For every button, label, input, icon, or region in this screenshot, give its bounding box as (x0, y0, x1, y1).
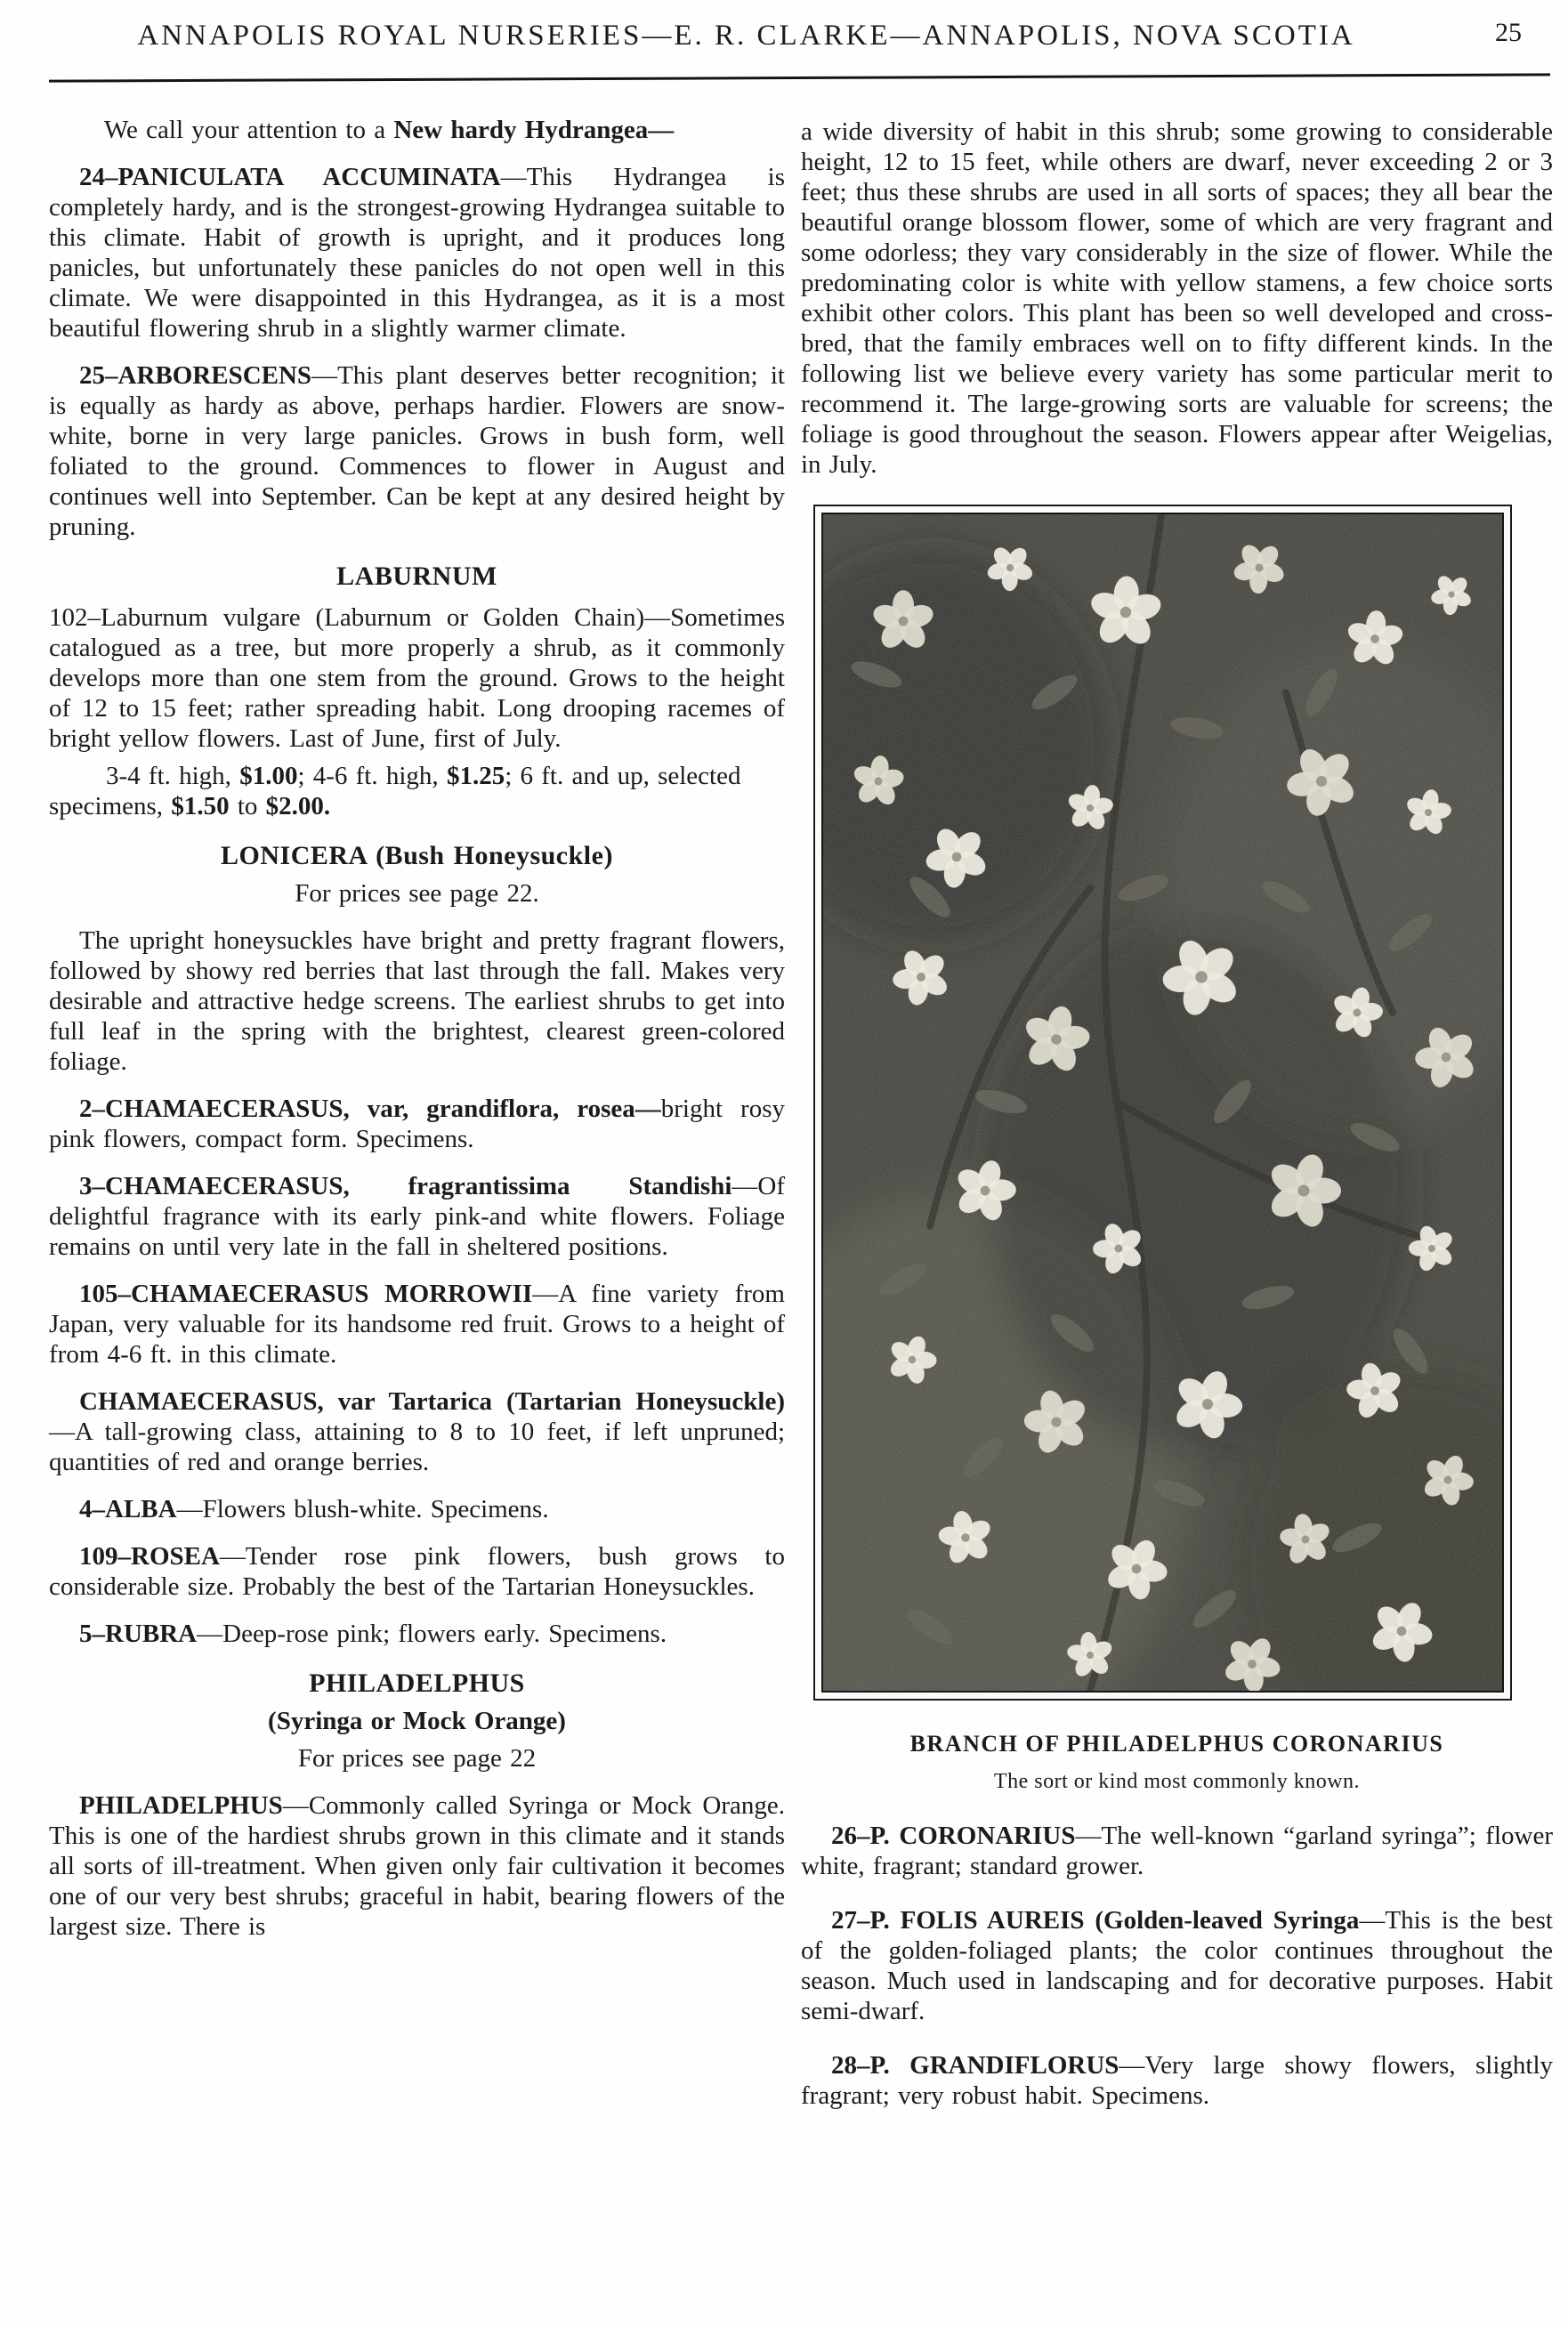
entry-28-p-grandiflorus (801, 2050, 1553, 2111)
intro-paragraph (49, 115, 785, 145)
entry-102-laburnum-vulgare (49, 602, 785, 754)
body-text: —The well-known “garland syringa”; flower white, fragrant; standard grower. (801, 1822, 1553, 1880)
right-column-intro (801, 117, 1553, 480)
body-text: —Commonly called Syringa or Mock Orange. This is one of the hardiest shrubs grown in this climate and it stands all sorts of ill-treatment. When given only fair cultivation it becomes one of our very best shrubs; graceful in habit, bearing flowers of the largest size. There is (49, 1791, 785, 1941)
bold-text: PHILADELPHUS (79, 1791, 283, 1820)
two-column-text (49, 106, 1553, 2111)
entry-109-rosea (49, 1541, 785, 1602)
bold-text: 109–ROSEA (79, 1542, 220, 1571)
bold-text: 105–CHAMAECERASUS MORROWII (79, 1280, 533, 1308)
page-number: 25 (1495, 18, 1522, 47)
entry-27-p-folis-aureis (801, 1905, 1553, 2026)
body-text: ; 4-6 ft. high, (297, 762, 447, 790)
bold-text: $2.00. (265, 792, 331, 820)
entry-25-arborescens (49, 360, 785, 542)
entry-4-alba (49, 1494, 785, 1524)
bold-text: 24–PANICULATA ACCUMINATA (79, 163, 501, 191)
lonicera-price-note (49, 878, 785, 909)
philadelphus-branch-photo (813, 505, 1512, 1701)
bold-text: 26–P. CORONARIUS (831, 1822, 1076, 1850)
photo-caption-title: BRANCH OF PHILADELPHUS CORONARIUS (909, 1731, 1444, 1757)
page-title: ANNAPOLIS ROYAL NURSERIES—E. R. CLARKE—ANNAPOLIS, NOVA SCOTIA (137, 20, 1355, 52)
body-text: to (229, 792, 266, 820)
bold-text: $1.50 (171, 792, 230, 820)
lonicera-description (49, 925, 785, 1077)
entry-chamaecerasus-tartarica (49, 1386, 785, 1477)
body-text: —A tall-growing class, attaining to 8 to 10 feet, if left unpruned; quantities of red and orange berries. (49, 1418, 785, 1476)
heading-laburnum (49, 562, 785, 592)
philadelphus-intro-continued (801, 117, 1553, 480)
bold-text: PHILADELPHUS (309, 1668, 525, 1698)
entry-2-chamaecerasus-grandiflora-rosea (49, 1094, 785, 1154)
bold-text: LABURNUM (336, 562, 497, 591)
bold-text: 25–ARBORESCENS (79, 361, 312, 390)
body-text: —Tender rose pink flowers, bush grows to considerable size. Probably the best of the Tartarian Honeysuckles. (49, 1542, 785, 1601)
body-text: The upright honeysuckles have bright and pretty fragrant flowers, followed by showy red berries that last through the fall. Makes very desirable and attractive hedge screens. The earliest shrubs to get into full leaf in the spring with the brightest, clearest green-colored foliage. (49, 926, 785, 1076)
body-text: —Very large showy flowers, slightly fragrant; very robust habit. Specimens. (801, 2051, 1553, 2110)
bold-text: $1.25 (446, 762, 505, 790)
body-text: —Deep-rose pink; flowers early. Specimens. (197, 1620, 667, 1648)
body-text: —Of delightful fragrance with its early pink-and white flowers. Foliage remains on until very late in the fall in sheltered positions. (49, 1172, 785, 1261)
entry-5-rubra (49, 1619, 785, 1649)
body-text: 102–Laburnum vulgare (Laburnum or Golden Chain)—Sometimes catalogued as a tree, but more properly a shrub, as it commonly develops more than one stem from the ground. Grows to the height of 12 to 15 feet; rather spreading habit. Long drooping racemes of bright yellow flowers. Last of June, first of July. (49, 603, 785, 753)
body-text: —This plant deserves better recognition; it is equally as hardy as above, perhaps hardier. Flowers are snow-white, borne in very large panicles. Grows in bush form, well foliated to the ground. Commences to flower in August and continues well into September. Can be kept at any desired height by pruning. (49, 361, 785, 541)
body-text: —This Hydrangea is completely hardy, and is the strongest-growing Hydrangea suitable to this climate. Habit of growth is upright, and it produces long panicles, but unfortunately these panicles do not open well in this climate. We were disappointed in this Hydrangea, as it is a most beautiful flowering shrub in a slightly warmer climate. (49, 163, 786, 343)
body-text: bright rosy pink flowers, compact form. Specimens. (49, 1095, 785, 1153)
body-text: For prices see page 22 (297, 1744, 537, 1773)
body-text: a wide diversity of habit in this shrub; some growing to considerable height, 12 to 15 feet, while others are dwarf, never exceeding 2 or 3 feet; thus these shrubs are used in all sorts of spaces; they all bear the beautiful orange blossom flower, some of which are very fragrant and some odorless; they vary considerably in the size of flower. While the predominating color is white with yellow stamens, a few choice sorts exhibit other colors. This plant has been so well developed and cross-bred, that the family embraces well on to fifty different kinds. In the following list we believe every variety has some particular merit to recommend it. The large-growing sorts are valuable for screens; the foliage is good throughout the season. Flowers appear after Weigelias, in July. (801, 117, 1553, 479)
bold-text: 3–CHAMAECERASUS, fragrantissima Standishi (79, 1172, 732, 1200)
body-text: We call your attention to a (104, 116, 394, 144)
left-column (49, 106, 785, 2111)
bold-text: $1.00 (239, 762, 298, 790)
bold-text: 28–P. GRANDIFLORUS (831, 2051, 1119, 2080)
flower-photo-illustration (821, 513, 1504, 1693)
entry-26-p-coronarius (801, 1821, 1553, 1881)
right-column (801, 106, 1553, 2111)
photo-caption-subtitle: The sort or kind most commonly known. (993, 1770, 1361, 1793)
heading-philadelphus (49, 1668, 785, 1699)
body-text: For prices see page 22. (295, 879, 539, 908)
bold-text: LONICERA (Bush Honeysuckle) (221, 841, 613, 870)
bold-text: 5–RUBRA (79, 1620, 198, 1648)
entry-105-chamaecerasus-morrowii (49, 1279, 785, 1370)
entry-3-chamaecerasus-fragrantissima (49, 1171, 785, 1262)
page-header (49, 12, 1550, 62)
laburnum-price-line (49, 761, 785, 821)
bold-text: New hardy Hydrangea— (393, 116, 675, 144)
body-text: —This is the best of the golden-foliaged plants; the color continues throughout the season. Much used in landscaping and for decorative purposes. Habit semi-dwarf. (801, 1906, 1553, 2025)
heading-lonicera (49, 841, 785, 871)
header-rule (49, 73, 1550, 82)
bold-text: 2–CHAMAECERASUS, var, grandiflora, rosea— (79, 1095, 661, 1123)
body-text: —Flowers blush-white. Specimens. (176, 1495, 549, 1523)
body-text: —A fine variety from Japan, very valuable for its handsome red fruit. Grows to a height of from 4-6 ft. in this climate. (49, 1280, 785, 1369)
bold-text: 27–P. FOLIS AUREIS (Golden-leaved Syringa (831, 1906, 1360, 1935)
entry-philadelphus-description (49, 1790, 785, 1942)
bold-text: (Syringa or Mock Orange) (268, 1707, 566, 1735)
philadelphus-price-note (49, 1743, 785, 1774)
body-text: ; 6 ft. and up, selected specimens, (49, 762, 741, 820)
bold-text: CHAMAECERASUS, var Tartarica (Tartarian Honeysuckle) (79, 1387, 785, 1416)
subheading-syringa-mock-orange (49, 1706, 785, 1736)
body-text: 3-4 ft. high, (106, 762, 240, 790)
bold-text: 4–ALBA (79, 1495, 177, 1523)
right-column-entries (801, 1821, 1553, 2111)
entry-24-paniculata-accuminata (49, 162, 785, 343)
